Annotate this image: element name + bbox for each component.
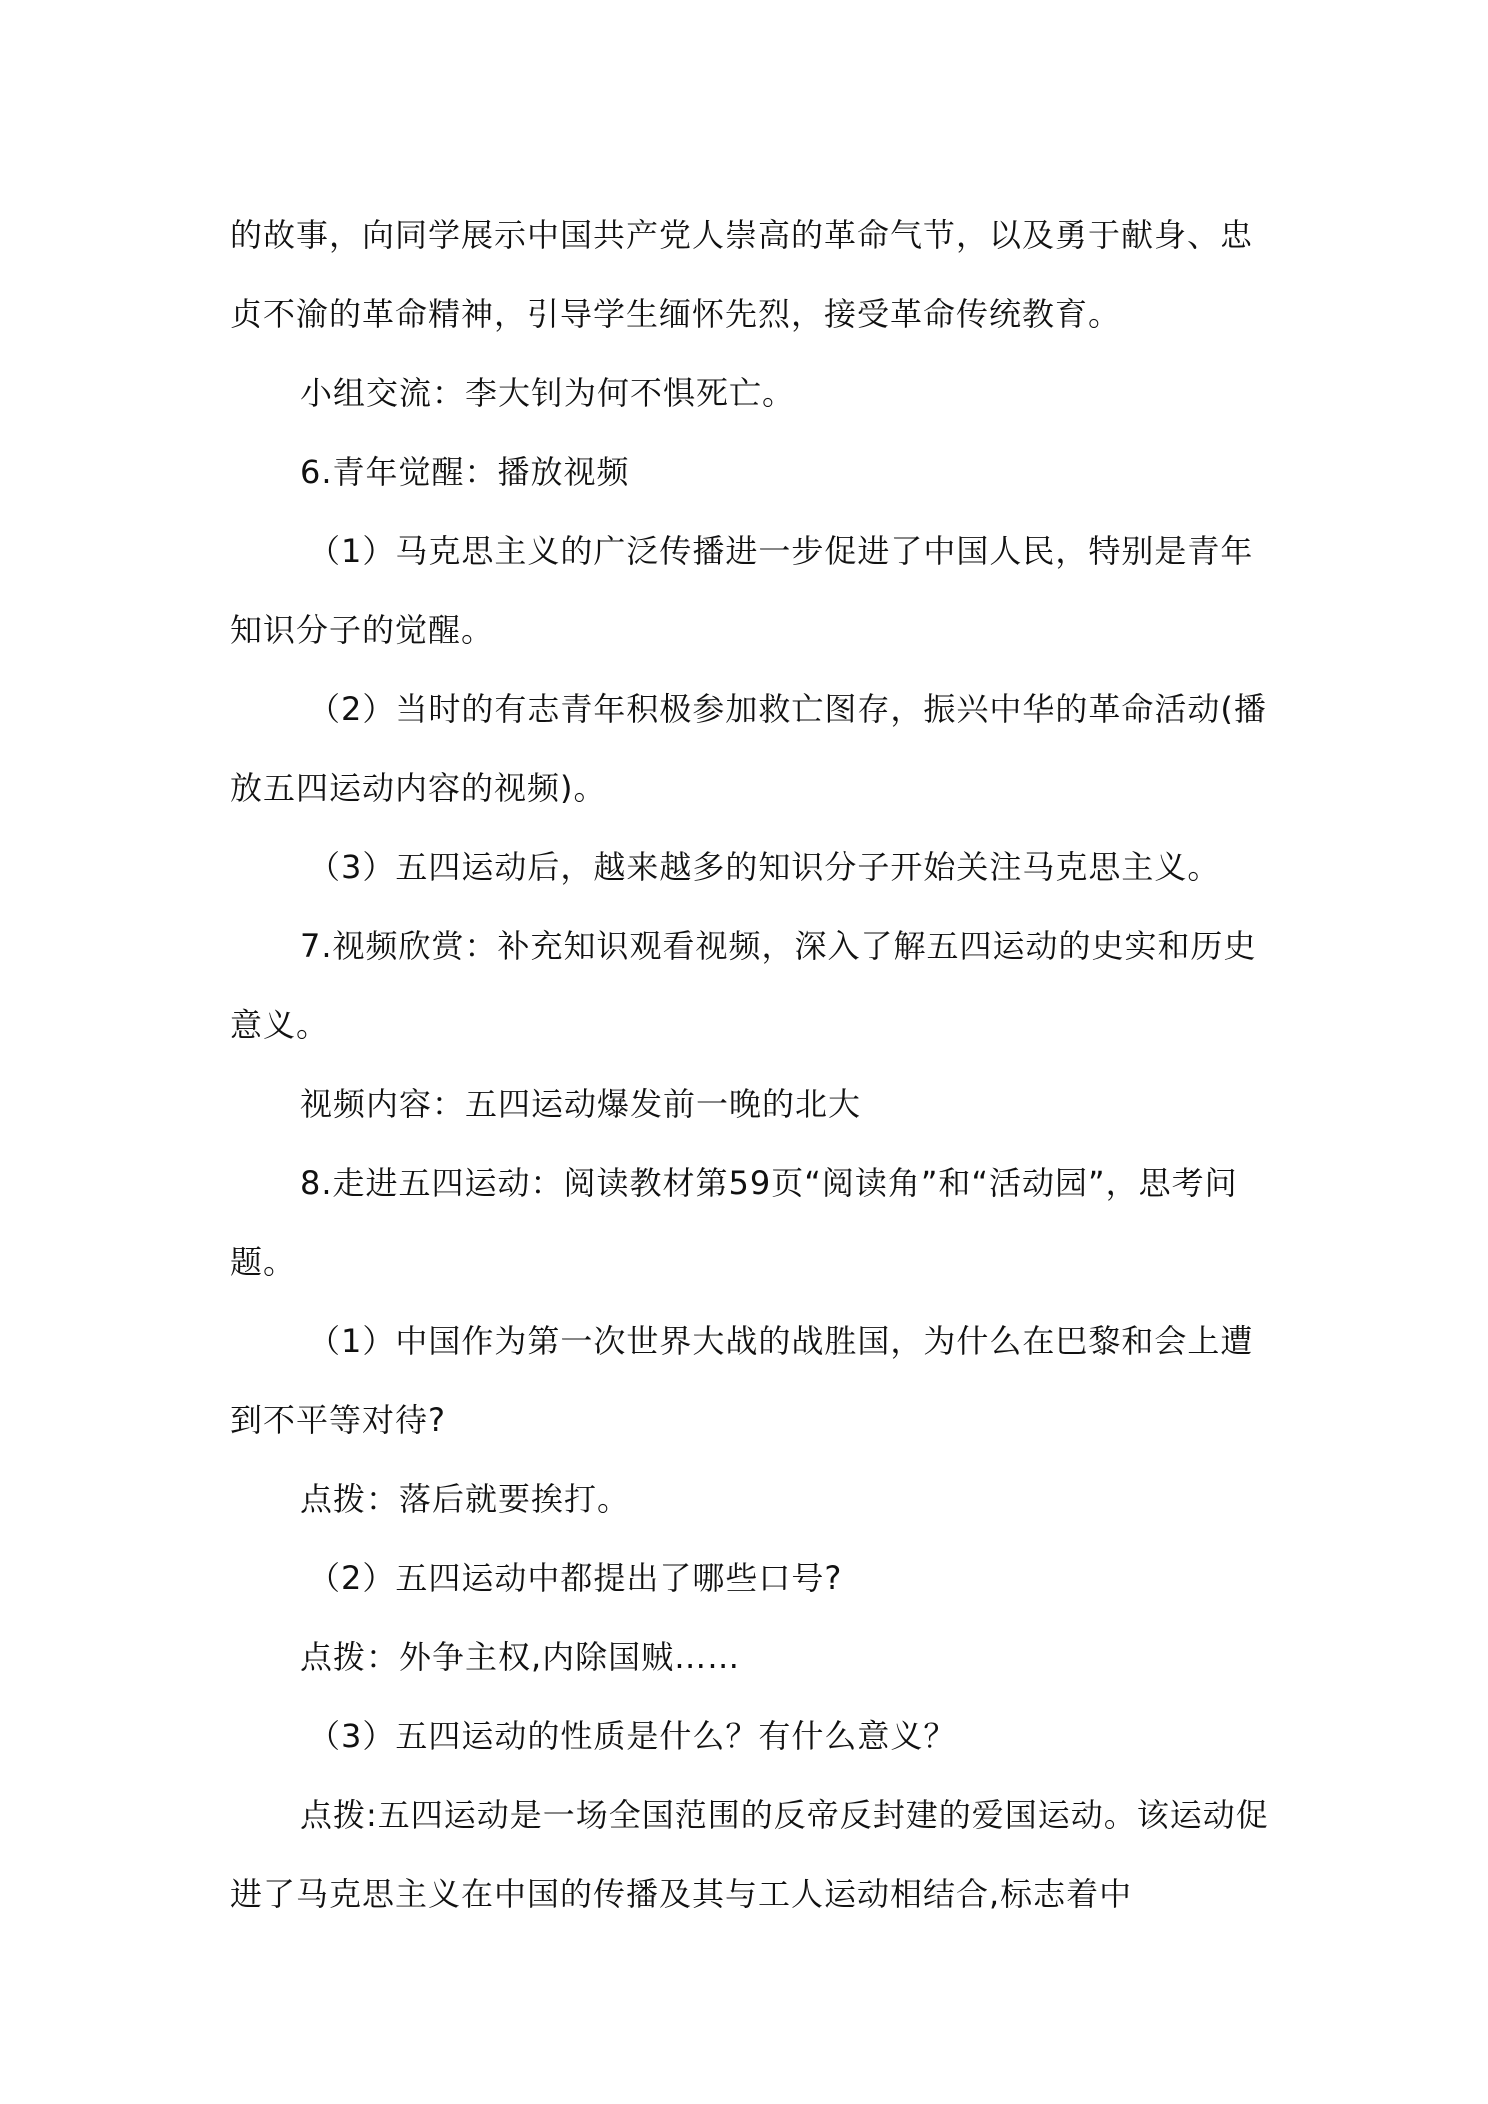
paragraph-section-8-heading: 8.走进五四运动：阅读教材第59页“阅读角”和“活动园”，思考问题。: [230, 1164, 1238, 1281]
paragraph-section-6-item-2: （2）当时的有志青年积极参加救亡图存，振兴中华的革命活动(播放五四运动内容的视频)。: [230, 690, 1267, 807]
paragraph-video-content: 视频内容：五四运动爆发前一晚的北大: [300, 1085, 862, 1123]
paragraph-group-discussion: 小组交流：李大钊为何不惧死亡。: [300, 374, 796, 412]
paragraph-story-continuation: 的故事，向同学展示中国共产党人崇高的革命气节，以及勇于献身、忠贞不渝的革命精神，引导学生缅怀先烈，接受革命传统教育。: [230, 216, 1254, 333]
paragraph-section-7-heading: 7.视频欣赏：补充知识观看视频，深入了解五四运动的史实和历史意义。: [230, 927, 1257, 1044]
paragraph-question-3: （3）五四运动的性质是什么？有什么意义？: [308, 1717, 957, 1755]
paragraph-hint-2: 点拨：外争主权,内除国贼……: [300, 1638, 741, 1676]
paragraph-question-2: （2）五四运动中都提出了哪些口号?: [308, 1559, 843, 1597]
paragraph-section-6-heading: 6.青年觉醒：播放视频: [300, 453, 630, 491]
document-body: [230, 196, 1270, 1934]
paragraph-hint-1: 点拨：落后就要挨打。: [300, 1480, 631, 1518]
paragraph-hint-3: 点拨:五四运动是一场全国范围的反帝反封建的爱国运动。该运动促进了马克思主义在中国的传播及其与工人运动相结合,标志着中: [230, 1796, 1269, 1913]
paragraph-section-6-item-1: （1）马克思主义的广泛传播进一步促进了中国人民，特别是青年知识分子的觉醒。: [230, 532, 1254, 649]
paragraph-section-6-item-3: （3）五四运动后，越来越多的知识分子开始关注马克思主义。: [308, 848, 1221, 886]
paragraph-question-1: （1）中国作为第一次世界大战的战胜国，为什么在巴黎和会上遭到不平等对待?: [230, 1322, 1254, 1439]
